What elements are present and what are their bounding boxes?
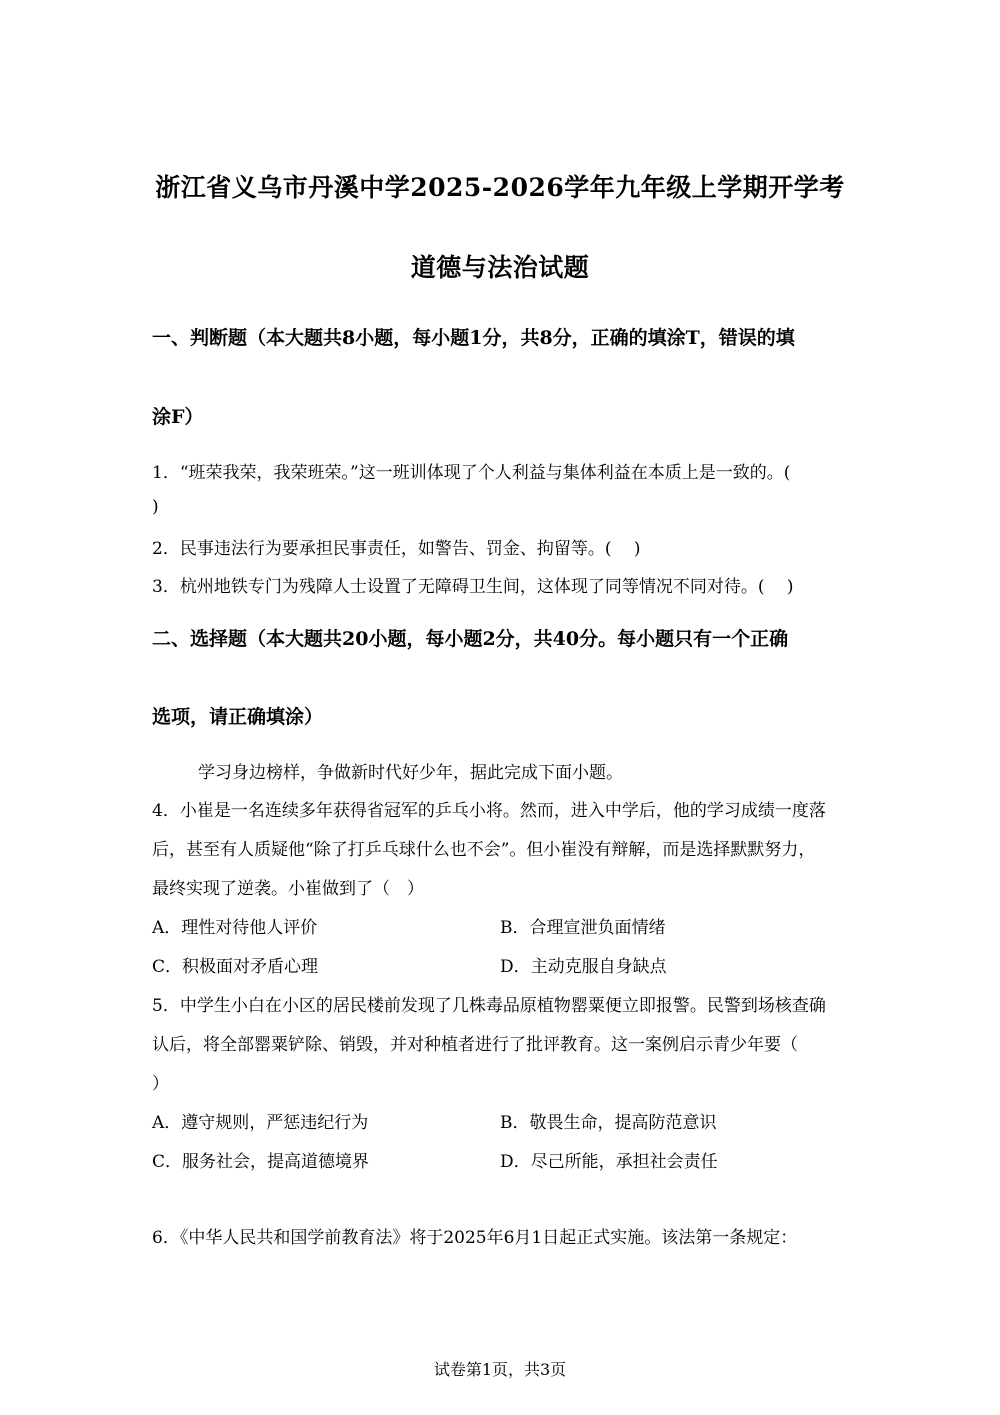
section1-heading-cont: 涂F） (152, 406, 204, 428)
exam-title-line2: 道德与法治试题 (410, 253, 590, 282)
q4-option-c: C．积极面对矛盾心理 (152, 957, 319, 977)
question-1: 1．“班荣我荣，我荣班荣。”这一班训体现了个人利益与集体利益在本质上是一致的。( (152, 463, 791, 483)
question-5: 5．中学生小白在小区的居民楼前发现了几株毒品原植物罂粟便立即报警。民警到场核查确 (152, 996, 826, 1016)
q5-option-a: A．遵守规则，严惩违纪行为 (152, 1113, 369, 1133)
q4-option-d: D．主动克服自身缺点 (500, 957, 667, 977)
exam-title-line1: 浙江省义乌市丹溪中学2025-2026学年九年级上学期开学考 (155, 173, 845, 202)
question-1-cont: ) (152, 497, 159, 517)
question-4-line3: 最终实现了逆袭。小崔做到了（ ） (152, 879, 424, 899)
section2-intro: 学习身边榜样，争做新时代好少年，据此完成下面小题。 (198, 763, 623, 783)
section2-heading-cont: 选项，请正确填涂） (152, 706, 324, 728)
question-4: 4．小崔是一名连续多年获得省冠军的乒乓小将。然而，进入中学后，他的学习成绩一度落 (152, 801, 826, 821)
q5-option-c: C．服务社会，提高道德境界 (152, 1152, 370, 1172)
page-footer: 试卷第1页，共3页 (433, 1360, 567, 1379)
q4-option-b: B．合理宣泄负面情绪 (500, 918, 666, 938)
question-2: 2．民事违法行为要承担民事责任，如警告、罚金、拘留等。( ) (152, 539, 641, 559)
question-6: 6．《中华人民共和国学前教育法》将于2025年6月1日起正式实施。该法第一条规定： (152, 1228, 798, 1248)
question-5-line3: ） (152, 1074, 169, 1094)
question-3: 3．杭州地铁专门为残障人士设置了无障碍卫生间，这体现了同等情况不同对待。( ) (152, 577, 794, 597)
question-5-line2: 认后，将全部罂粟铲除、销毁，并对种植者进行了批评教育。这一案例启示青少年要（ (152, 1035, 798, 1055)
q5-option-b: B．敬畏生命，提高防范意识 (500, 1113, 717, 1133)
section1-heading: 一、判断题（本大题共8小题，每小题1分，共8分，正确的填涂T，错误的填 (152, 327, 795, 349)
q4-option-a: A．理性对待他人评价 (152, 918, 318, 938)
question-4-line2: 后，甚至有人质疑他“除了打乒乓球什么也不会”。但小崔没有辩解，而是选择默默努力， (152, 840, 816, 860)
section2-heading: 二、选择题（本大题共20小题，每小题2分，共40分。每小题只有一个正确 (152, 628, 789, 650)
q5-option-d: D．尽己所能，承担社会责任 (500, 1152, 718, 1172)
